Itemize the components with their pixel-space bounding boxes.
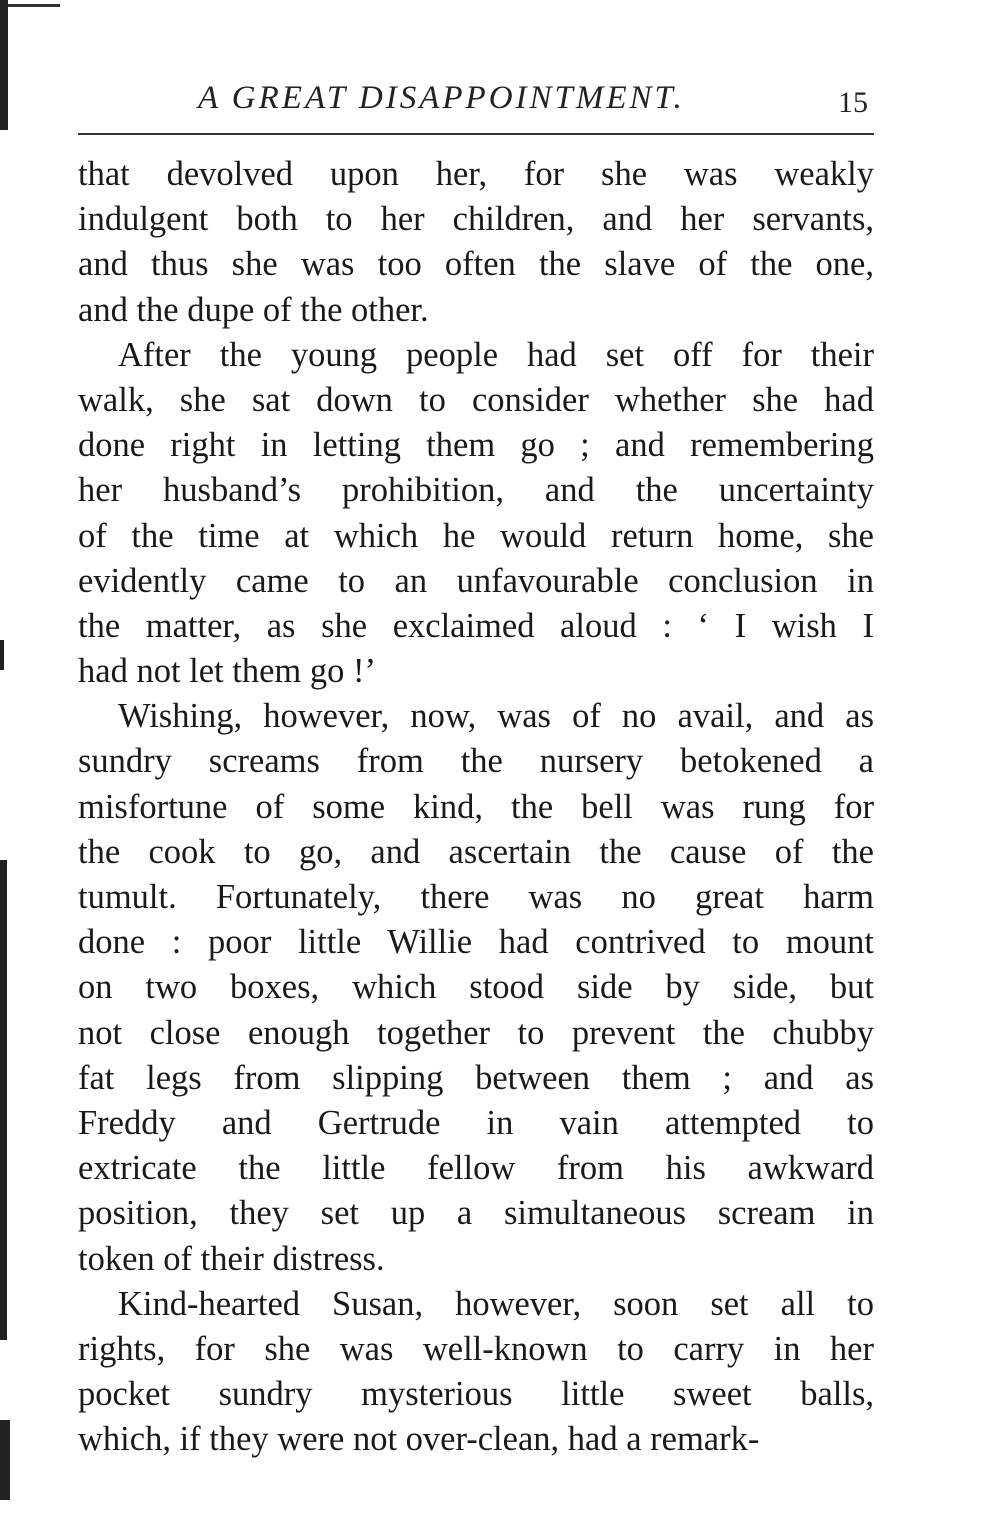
text-line: evidently came to an unfavourable conclusion in <box>78 561 874 600</box>
text-line: After the young people had set off for their <box>118 335 874 374</box>
text-line: extricate the little fellow from his awkward <box>78 1149 874 1188</box>
page-number: 15 <box>838 86 868 119</box>
paragraph <box>78 1282 874 1463</box>
text-line: tumult. Fortunately, there was no great harm <box>78 878 874 916</box>
scan-edge-top-mark <box>0 4 60 7</box>
text-line: rights, for she was well-known to carry in her <box>78 1329 874 1368</box>
body-text <box>78 152 874 1462</box>
text-line: indulgent both to her children, and her servants, <box>78 200 874 239</box>
text-line: done : poor little Willie had contrived to mount <box>78 923 874 962</box>
text-line: position, they set up a simultaneous scream in <box>78 1194 874 1233</box>
scan-edge-shadow-mid <box>0 640 4 670</box>
text-line: Kind-hearted Susan, however, soon set all to <box>118 1284 874 1323</box>
text-line: walk, she sat down to consider whether she had <box>78 380 874 419</box>
text-line: that devolved upon her, for she was weakly <box>78 155 874 193</box>
text-line: token of their distress. <box>78 1239 385 1278</box>
paragraph <box>78 694 874 1281</box>
text-line: and the dupe of the other. <box>78 290 429 329</box>
scan-edge-shadow-bottom <box>0 1420 10 1500</box>
text-line: of the time at which he would return home, she <box>78 516 874 555</box>
text-line: Freddy and Gertrude in vain attempted to <box>78 1103 874 1142</box>
text-line: pocket sundry mysterious little sweet balls, <box>78 1375 874 1414</box>
text-line: her husband’s prohibition, and the uncertainty <box>78 471 874 510</box>
paragraph <box>78 333 874 695</box>
text-line: fat legs from slipping between them ; and as <box>78 1058 874 1097</box>
text-line: not close enough together to prevent the chubby <box>78 1013 874 1052</box>
text-line: done right in letting them go ; and remembering <box>78 426 874 465</box>
running-header <box>0 78 984 128</box>
text-line: which, if they were not over-clean, had a remark- <box>78 1420 760 1459</box>
text-line: misfortune of some kind, the bell was rung for <box>78 787 874 826</box>
text-line: sundry screams from the nursery betokened a <box>78 742 874 781</box>
scan-edge-shadow-lower <box>0 860 7 1340</box>
text-line: on two boxes, which stood side by side, but <box>78 968 874 1007</box>
text-line: had not let them go !’ <box>78 652 376 691</box>
text-line: Wishing, however, now, was of no avail, and as <box>118 697 874 736</box>
text-line: the cook to go, and ascertain the cause of the <box>78 832 874 871</box>
text-line: the matter, as she exclaimed aloud : ‘ I wish I <box>78 606 874 645</box>
header-rule <box>78 133 874 135</box>
running-title: A GREAT DISAPPOINTMENT. <box>198 80 685 116</box>
text-line: and thus she was too often the slave of the one, <box>78 245 874 284</box>
paragraph <box>78 152 874 333</box>
